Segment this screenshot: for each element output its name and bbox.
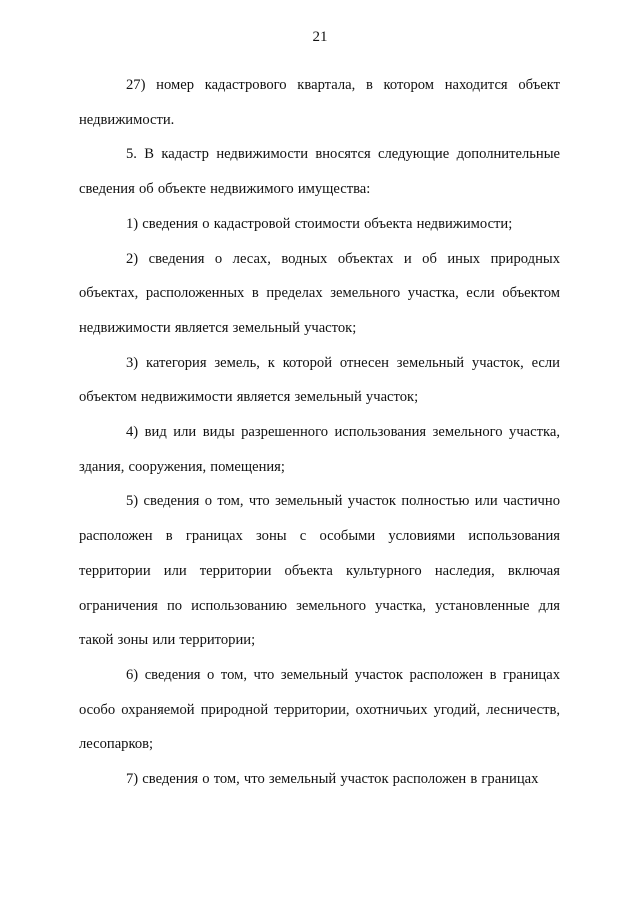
paragraph-item-2: 2) сведения о лесах, водных объектах и об иных природных объектах, расположенных в пределах земельного участка, если объектом недвижимости является земельный участок; (79, 250, 560, 336)
paragraph-item-7: 7) сведения о том, что земельный участок расположен в границах (126, 771, 539, 788)
paragraph-item-6: 6) сведения о том, что земельный участок расположен в границах особо охраняемой природной территории, охотничьих угодий, лесничеств, лесопарков; (79, 666, 560, 753)
paragraph-item-1: 1) сведения о кадастровой стоимости объекта недвижимости; (126, 215, 513, 232)
paragraph-item-5: 5) сведения о том, что земельный участок полностью или частично расположен в границах зоны с особыми условиями использования территории или территории объекта культурного наследия, включая ограничения по использованию земельного участка, установленные для такой зоны или территории; (79, 493, 560, 649)
document-body (79, 68, 560, 797)
page-number: 21 (312, 29, 328, 45)
paragraph-item-4: 4) вид или виды разрешенного использования земельного участка, здания, сооружения, помещения; (79, 424, 560, 475)
paragraph-item-3: 3) категория земель, к которой отнесен земельный участок, если объектом недвижимости является земельный участок; (79, 354, 560, 406)
paragraph-section-5: 5. В кадастр недвижимости вносятся следующие дополнительные сведения об объекте недвижимого имущества: (79, 146, 560, 198)
paragraph-item-27: 27) номер кадастрового квартала, в котором находится объект недвижимости. (79, 77, 560, 128)
